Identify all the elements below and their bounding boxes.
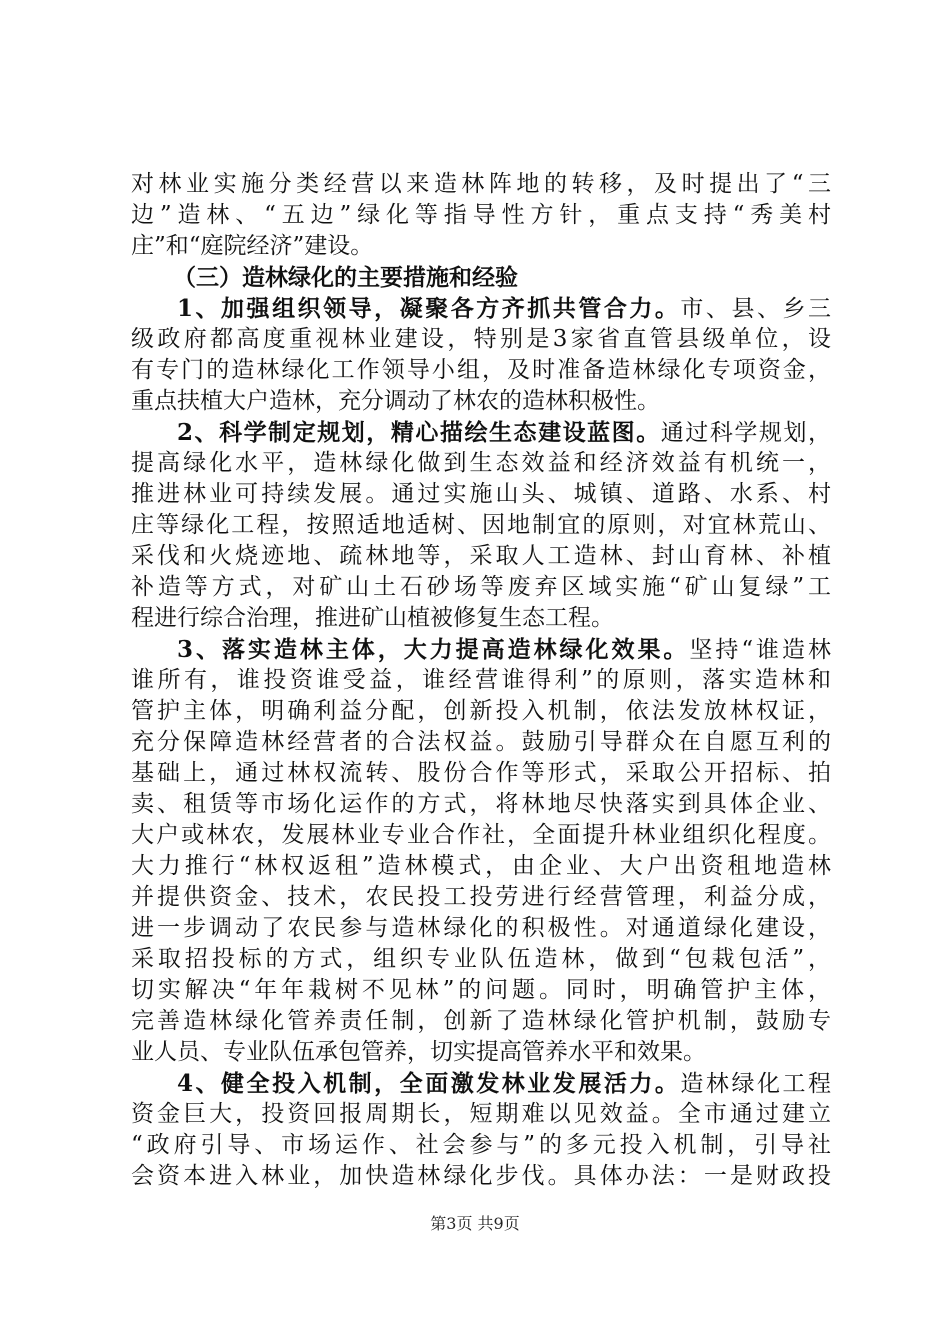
paragraph-line: 提高绿化水平，造林绿化做到生态效益和经济效益有机统一， bbox=[131, 450, 831, 476]
paragraph-line: 会资本进入林业，加快造林绿化步伐。具体办法：一是财政投 bbox=[131, 1163, 831, 1189]
paragraph-lead-heading: 4、健全投入机制，全面激发林业发展活力。 bbox=[177, 1070, 681, 1097]
paragraph-text: 市、县、乡三 bbox=[680, 296, 832, 322]
paragraph-line: 进一步调动了农民参与造林绿化的积极性。对通道绿化建设， bbox=[131, 915, 831, 941]
paragraph-line: 谁所有，谁投资谁受益，谁经营谁得利”的原则，落实造林和 bbox=[131, 667, 831, 693]
paragraph-line: 级政府都高度重视林业建设，特别是3家省直管县级单位，设 bbox=[131, 326, 831, 352]
paragraph-lead-heading: 2、科学制定规划，精心描绘生态建设蓝图。 bbox=[177, 419, 661, 446]
paragraph-line: 管护主体，明确利益分配，创新投入机制，依法发放林权证， bbox=[131, 698, 831, 724]
page-footer bbox=[0, 1214, 950, 1234]
paragraph-line: 有专门的造林绿化工作领导小组，及时准备造林绿化专项资金， bbox=[131, 357, 831, 383]
paragraph-line: 对林业实施分类经营以来造林阵地的转移，及时提出了“三 bbox=[131, 171, 831, 197]
page-number: 第3页 共9页 bbox=[430, 1214, 520, 1233]
paragraph-line: 并提供资金、技术，农民投工投劳进行经营管理，利益分成， bbox=[131, 884, 831, 910]
paragraph-line: 完善造林绿化管养责任制，创新了造林绿化管护机制，鼓励专 bbox=[131, 1008, 831, 1034]
paragraph-text: 造林绿化工程 bbox=[680, 1071, 832, 1097]
paragraph-line: 边”造林、“五边”绿化等指导性方针，重点支持“秀美村 bbox=[131, 202, 831, 228]
section-heading: （三）造林绿化的主要措施和经验 bbox=[173, 264, 518, 291]
paragraph-text: 坚持“谁造林 bbox=[689, 637, 831, 663]
paragraph-line: 基础上，通过林权流转、股份合作等形式，采取公开招标、拍 bbox=[131, 760, 831, 786]
paragraph-line: 补造等方式，对矿山土石砂场等废弃区域实施“矿山复绿”工 bbox=[131, 574, 831, 600]
paragraph-line: 充分保障造林经营者的合法权益。鼓励引导群众在自愿互利的 bbox=[131, 729, 831, 755]
paragraph-line: 庄等绿化工程，按照适地适树、因地制宜的原则，对宜林荒山、 bbox=[131, 512, 831, 538]
paragraph-line: 业人员、专业队伍承包管养，切实提高管养水平和效果。 bbox=[131, 1039, 706, 1065]
paragraph-line: 程进行综合治理，推进矿山植被修复生态工程。 bbox=[131, 605, 614, 631]
paragraph-line: 推进林业可持续发展。通过实施山头、城镇、道路、水系、村 bbox=[131, 481, 831, 507]
paragraph-line: 采伐和火烧迹地、疏林地等，采取人工造林、封山育林、补植 bbox=[131, 543, 831, 569]
paragraph-lead-heading: 1、加强组织领导，凝聚各方齐抓共管合力。 bbox=[177, 295, 681, 322]
paragraph-first-line bbox=[131, 293, 831, 324]
paragraph-line: 卖、租赁等市场化运作的方式，将林地尽快落实到具体企业、 bbox=[131, 791, 831, 817]
paragraph-line: 采取招投标的方式，组织专业队伍造林，做到“包栽包活”， bbox=[131, 946, 831, 972]
paragraph-line: 庄”和“庭院经济”建设。 bbox=[131, 233, 374, 259]
paragraph-line: 切实解决“年年栽树不见林”的问题。同时，明确管护主体， bbox=[131, 977, 831, 1003]
paragraph-lead-heading: 3、落实造林主体，大力提高造林绿化效果。 bbox=[177, 636, 690, 663]
paragraph-text: 通过科学规划， bbox=[660, 420, 831, 446]
paragraph-line: 大户或林农，发展林业专业合作社，全面提升林业组织化程度。 bbox=[131, 822, 831, 848]
paragraph-line: 资金巨大，投资回报周期长，短期难以见效益。全市通过建立 bbox=[131, 1101, 831, 1127]
paragraph-first-line bbox=[131, 634, 831, 665]
paragraph-line: “政府引导、市场运作、社会参与”的多元投入机制，引导社 bbox=[131, 1132, 831, 1158]
document-body bbox=[131, 169, 831, 1192]
paragraph-line: 重点扶植大户造林，充分调动了林农的造林积极性。 bbox=[131, 388, 660, 414]
paragraph-line: 大力推行“林权返租”造林模式，由企业、大户出资租地造林 bbox=[131, 853, 831, 879]
paragraph-first-line bbox=[131, 417, 831, 448]
paragraph-first-line bbox=[131, 1068, 831, 1099]
